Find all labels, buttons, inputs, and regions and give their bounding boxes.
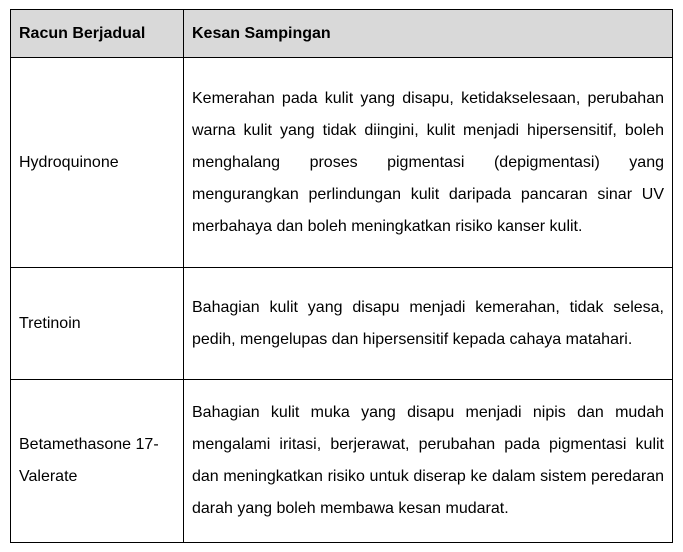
table-body xyxy=(11,58,673,543)
table-header xyxy=(11,10,673,58)
table-row xyxy=(11,58,673,268)
poison-name-cell: Hydroquinone xyxy=(11,58,184,268)
side-effect-cell: Kemerahan pada kulit yang disapu, ketidakselesaan, perubahan warna kulit yang tidak diingini, kulit menjadi hipersensitif, boleh menghalang proses pigmentasi (depigmentasi) yang mengurangkan perlindungan kulit daripada pancaran sinar UV merbahaya dan boleh meningkatkan risiko kanser kulit. xyxy=(184,58,673,268)
side-effects-table xyxy=(10,9,673,543)
header-side-effects: Kesan Sampingan xyxy=(184,10,673,58)
side-effect-cell: Bahagian kulit yang disapu menjadi kemerahan, tidak selesa, pedih, mengelupas dan hipersensitif kepada cahaya matahari. xyxy=(184,268,673,380)
table-row xyxy=(11,380,673,543)
side-effect-cell: Bahagian kulit muka yang disapu menjadi nipis dan mudah mengalami iritasi, berjerawat, perubahan pada pigmentasi kulit dan meningkatkan risiko untuk diserap ke dalam sistem peredaran darah yang boleh membawa kesan mudarat. xyxy=(184,380,673,543)
table-row xyxy=(11,268,673,380)
poison-name-cell: Tretinoin xyxy=(11,268,184,380)
poison-name-cell: Betamethasone 17-Valerate xyxy=(11,380,184,543)
header-row xyxy=(11,10,673,58)
header-scheduled-poison: Racun Berjadual xyxy=(11,10,184,58)
